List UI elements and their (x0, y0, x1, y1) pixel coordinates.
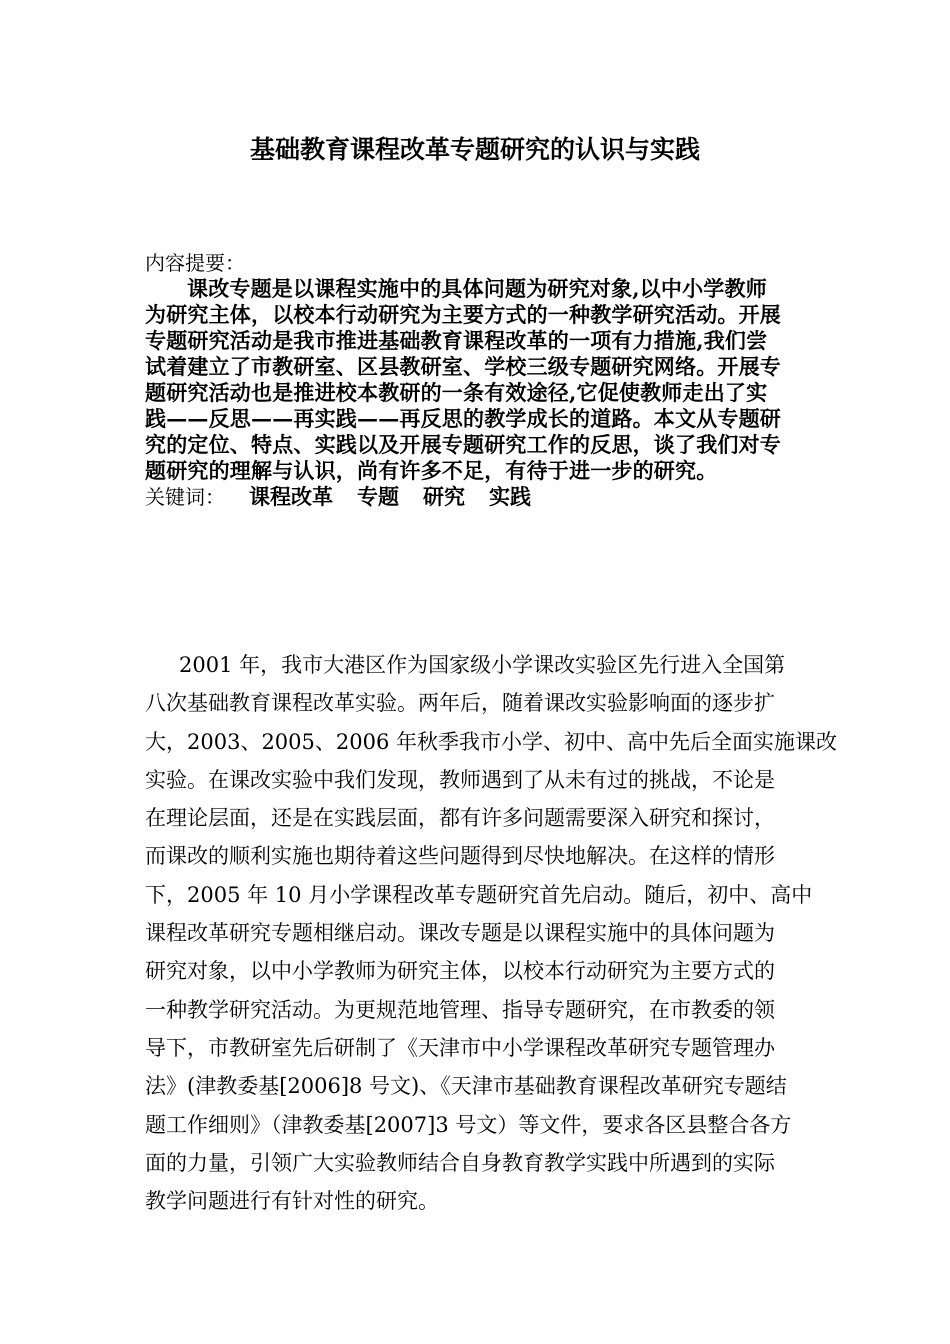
body-line: 在理论层面，还是在实践层面，都有许多问题需要深入研究和探讨， (145, 806, 775, 831)
abstract-line: 试着建立了市教研室、区县教研室、学校三级专题研究网络。开展专 (145, 354, 781, 379)
body-line: 而课改的顺利实施也期待着这些问题得到尽快地解决。在这样的情形 (145, 844, 775, 869)
document-title: 基础教育课程改革专题研究的认识与实践 (249, 135, 700, 164)
abstract-line: 题研究活动也是推进校本教研的一条有效途径,它促使教师走出了实 (145, 380, 768, 405)
body-line: 八次基础教育课程改革实验。两年后，随着课改实验影响面的逐步扩 (145, 691, 775, 716)
body-paragraph (145, 646, 838, 1220)
body-line: 面的力量，引领广大实验教师结合自身教育教学实践中所遇到的实际 (145, 1150, 775, 1175)
abstract-section (145, 250, 811, 510)
body-line: 2001 年，我市大港区作为国家级小学课改实验区先行进入全国第 (179, 653, 786, 677)
body-line: 实验。在课改实验中我们发现，教师遇到了从未有过的挑战，不论是 (145, 767, 775, 792)
body-line: 下，2005 年 10 月小学课程改革专题研究首先启动。随后，初中、高中 (145, 882, 813, 907)
body-line: 研究对象，以中小学教师为研究主体，以校本行动研究为主要方式的 (145, 959, 775, 984)
abstract-line: 究的定位、特点、实践以及开展专题研究工作的反思，谈了我们对专 (145, 432, 781, 457)
body-line: 教学问题进行有针对性的研究。 (145, 1189, 439, 1214)
abstract-line: 为研究主体，以校本行动研究为主要方式的一种教学研究活动。开展 (145, 302, 781, 327)
keyword: 课程改革 (249, 484, 333, 509)
abstract-line: 题研究的理解与认识，尚有许多不足，有待于进一步的研究。 (145, 458, 718, 483)
body-line: 题工作细则》（津教委基[2007]3 号文）等文件，要求各区县整合各方 (145, 1112, 792, 1137)
body-line: 大，2003、2005、2006 年秋季我市小学、初中、高中先后全面实施课改 (145, 729, 838, 754)
keyword: 实践 (489, 484, 531, 509)
body-line: 法》(津教委基[2006]8 号文)、《天津市基础教育课程改革研究专题结 (145, 1074, 787, 1099)
abstract-line: 专题研究活动是我市推进基础教育课程改革的一项有力措施,我们尝 (145, 328, 768, 353)
keywords-row (145, 484, 811, 510)
keyword: 专题 (357, 484, 399, 509)
keyword: 研究 (423, 484, 465, 509)
keywords-label: 关键词： (145, 485, 225, 509)
body-line: 课程改革研究专题相继启动。课改专题是以课程实施中的具体问题为 (145, 921, 775, 946)
abstract-label: 内容提要： (145, 251, 245, 275)
abstract-line: 课改专题是以课程实施中的具体问题为研究对象,以中小学教师 (187, 276, 767, 301)
body-line: 一种教学研究活动。为更规范地管理、指导专题研究，在市教委的领 (145, 997, 775, 1022)
body-line: 导下，市教研室先后研制了《天津市中小学课程改革研究专题管理办 (145, 1035, 775, 1060)
abstract-line: 践——反思——再实践——再反思的教学成长的道路。本文从专题研 (145, 406, 781, 431)
